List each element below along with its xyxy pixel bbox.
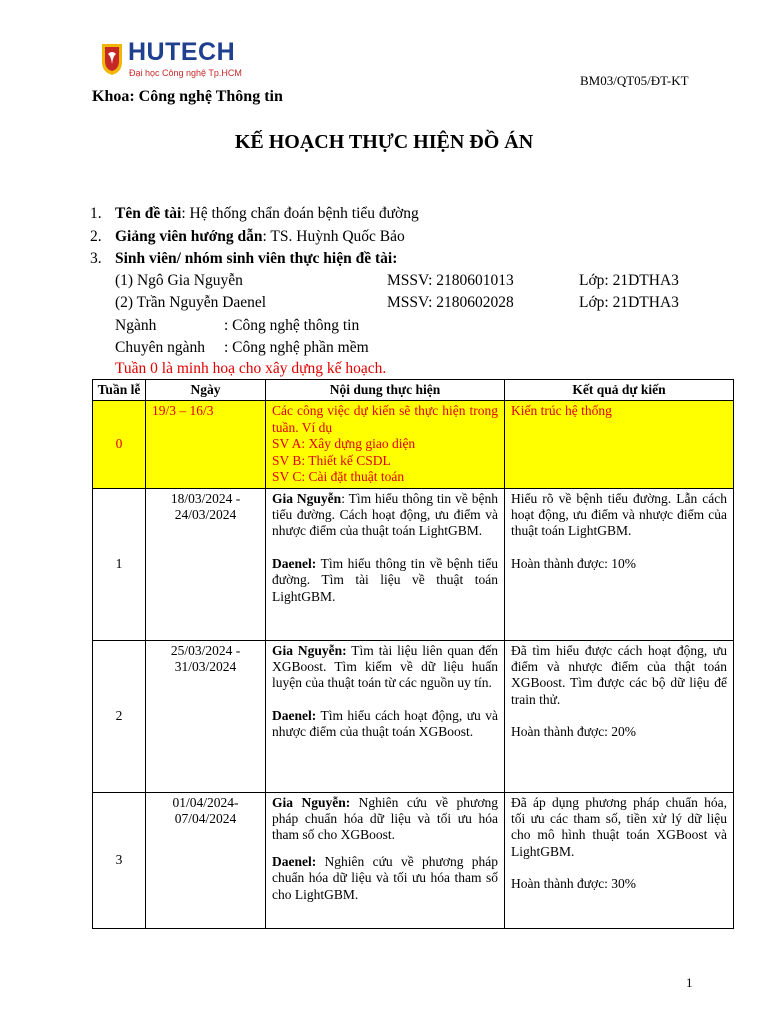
- table-row: [93, 640, 734, 792]
- student-1-mssv: MSSV: 2180601013: [387, 272, 514, 289]
- topic-value: : Hệ thống chẩn đoán bệnh tiểu đường: [181, 205, 419, 222]
- plan-table: [92, 379, 734, 929]
- row2-date: 25/03/2024 - 31/03/2024: [146, 640, 266, 792]
- hutech-logo: [100, 40, 260, 82]
- row3-result-text: Đã áp dụng phương pháp chuẩn hóa, tối ưu các tham số, tiền xử lý dữ liệu cho mô hình thuật toán XGBoost và LightGBM.: [511, 794, 727, 859]
- student-2-class: Lớp: 21DTHA3: [579, 294, 679, 311]
- student-2-name: (2) Trần Nguyễn Daenel: [115, 294, 267, 311]
- row0-content-line: SV A: Xây dựng giao diện: [272, 436, 416, 452]
- row1-result-text: Hiểu rõ về bệnh tiểu đường. Lẫn cách hoạt động, ưu điểm và nhược điểm của thuật toán LightGBM.: [511, 490, 727, 539]
- students-label: Sinh viên/ nhóm sinh viên thực hiện đề tài: [115, 250, 393, 267]
- row3-result: [505, 792, 734, 928]
- row3-progress: Hoàn thành được: 30%: [511, 876, 637, 892]
- page-title: KẾ HOẠCH THỰC HIỆN ĐỒ ÁN: [234, 131, 534, 153]
- header-date: Ngày: [146, 380, 266, 401]
- spec-label: Chuyên ngành: [115, 339, 205, 356]
- page-number: 1: [686, 975, 693, 990]
- row2-week: 2: [93, 640, 146, 792]
- header-result: Kết quả dự kiến: [505, 380, 734, 401]
- table-row: [93, 488, 734, 640]
- row0-date: 19/3 – 16/3: [146, 401, 266, 488]
- row3-task-a: Nghiên cứu về phương pháp chuẩn hóa dữ liệu và tối ưu hóa tham số cho XGBoost.: [272, 794, 498, 843]
- row2-student-b: Daenel:: [272, 707, 317, 723]
- topic-label: Tên đề tài: [115, 205, 182, 222]
- table-row: [93, 401, 734, 488]
- row3-student-a: Gia Nguyễn:: [272, 794, 351, 810]
- row1-date: 18/03/2024 - 24/03/2024: [146, 488, 266, 640]
- logo-name: HUTECH: [128, 38, 236, 66]
- row1-result: [505, 488, 734, 640]
- row1-student-a: Gia Nguyễn: [272, 490, 342, 506]
- row0-content-line: Các công việc dự kiến sẽ thực hiện trong tuần. Ví dụ: [272, 403, 498, 435]
- row3-date: 01/04/2024- 07/04/2024: [146, 792, 266, 928]
- row3-content: [266, 792, 505, 928]
- row0-content: [266, 401, 505, 488]
- row1-task-b: Tìm hiểu thông tin về bệnh tiểu đường. Tìm tài liệu về thuật toán LightGBM.: [272, 555, 498, 604]
- header-week: Tuần lễ: [93, 380, 146, 401]
- week0-note: Tuần 0 là minh hoạ cho xây dựng kế hoạch.: [115, 360, 387, 377]
- row0-content-line: SV B: Thiết kế CSDL: [272, 452, 391, 468]
- major-label: Ngành: [115, 317, 157, 334]
- row2-result: [505, 640, 734, 792]
- row3-task-b: Nghiên cứu về phương pháp chuẩn hóa dữ liệu và tối ưu hóa tham số cho LightGBM.: [272, 853, 498, 902]
- row2-progress: Hoàn thành được: 20%: [511, 724, 637, 740]
- row0-content-line: SV C: Cài đặt thuật toán: [272, 469, 405, 485]
- row0-result: Kiến trúc hệ thống: [505, 401, 734, 488]
- student-1-name: (1) Ngô Gia Nguyễn: [115, 272, 243, 289]
- form-code: BM03/QT05/ĐT-KT: [580, 73, 689, 88]
- row2-task-b: Tìm hiểu cách hoạt động, ưu và nhược điểm của thuật toán XGBoost.: [272, 707, 498, 740]
- students-colon: :: [392, 250, 398, 267]
- table-header-row: [93, 380, 734, 401]
- row1-task-a: : Tìm hiểu thông tin về bệnh tiểu đường. Cách hoạt động, ưu điểm và nhược điểm của thuật toán LightGBM.: [272, 490, 498, 539]
- advisor-label: Giảng viên hướng dẫn: [115, 228, 263, 245]
- advisor-value: : TS. Huỳnh Quốc Bảo: [262, 228, 405, 245]
- header-content: Nội dung thực hiện: [266, 380, 505, 401]
- row0-week: 0: [93, 401, 146, 488]
- major-value: : Công nghệ thông tin: [224, 317, 360, 334]
- row2-result-text: Đã tìm hiểu được cách hoạt động, ưu điểm và nhược điểm của thật toán XGBoost. Tìm được các bộ dữ liệu để train thử.: [511, 642, 727, 707]
- spec-value: : Công nghệ phần mềm: [224, 339, 369, 356]
- row2-content: [266, 640, 505, 792]
- faculty-label: Khoa: Công nghệ Thông tin: [92, 88, 283, 105]
- row2-student-a: Gia Nguyễn:: [272, 642, 347, 658]
- row1-progress: Hoàn thành được: 10%: [511, 555, 637, 571]
- row1-content: [266, 488, 505, 640]
- row2-task-a: Tìm tài liệu liên quan đến XGBoost. Tìm kiếm về dữ liệu huấn luyện của thuật toán từ các nguồn uy tín.: [272, 642, 498, 691]
- student-1-class: Lớp: 21DTHA3: [579, 272, 679, 289]
- row3-student-b: Daenel:: [272, 853, 317, 869]
- student-2-mssv: MSSV: 2180602028: [387, 294, 514, 311]
- row3-week: 3: [93, 792, 146, 928]
- logo-subtitle: Đại học Công nghệ Tp.HCM: [129, 68, 242, 78]
- shield-logo-icon: [100, 42, 124, 76]
- table-row: [93, 792, 734, 928]
- row1-week: 1: [93, 488, 146, 640]
- row1-student-b: Daenel:: [272, 555, 317, 571]
